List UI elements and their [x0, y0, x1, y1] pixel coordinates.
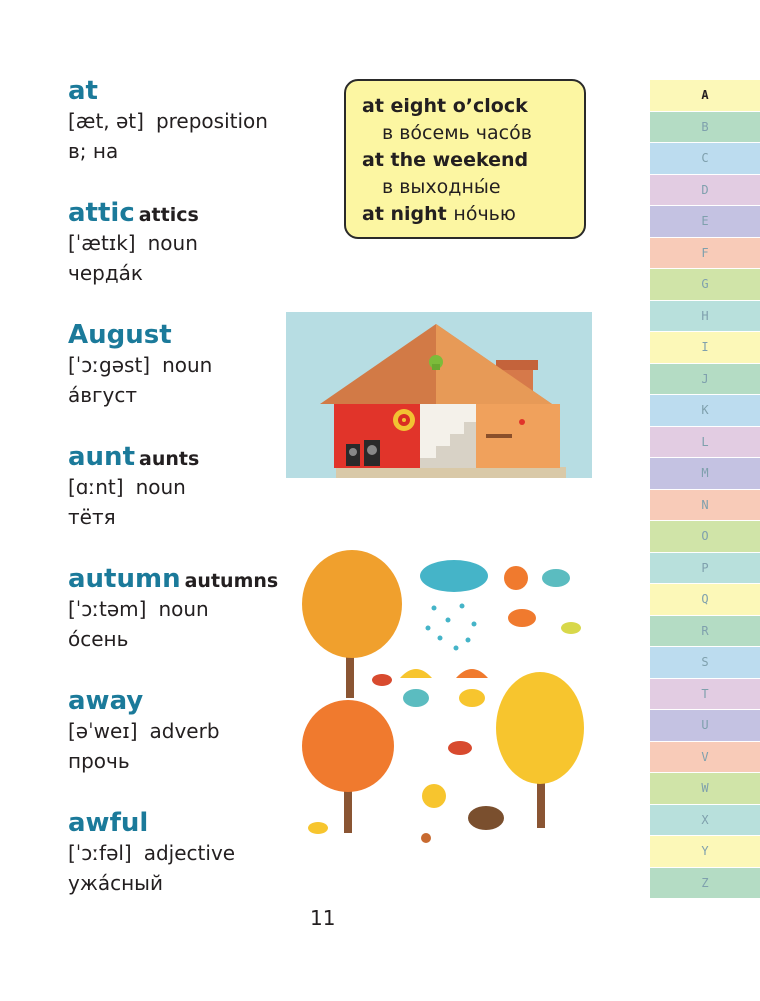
- tab-r[interactable]: R: [650, 616, 760, 648]
- tab-g[interactable]: G: [650, 269, 760, 301]
- tab-z[interactable]: Z: [650, 868, 760, 900]
- usage-note-box: [344, 79, 586, 239]
- pronunciation: [ˈætɪk]: [68, 231, 136, 255]
- headword: at: [68, 76, 98, 106]
- note-line: [362, 201, 584, 228]
- note-line: в во́семь часо́в: [382, 122, 532, 144]
- part-of-speech: adverb: [149, 719, 220, 743]
- tab-b[interactable]: B: [650, 112, 760, 144]
- alphabet-index: [650, 80, 760, 899]
- entry-aunt: [68, 442, 199, 532]
- headword: attic: [68, 198, 135, 228]
- translation: о́сень: [68, 627, 129, 651]
- headword: aunt: [68, 442, 135, 472]
- tab-q[interactable]: Q: [650, 584, 760, 616]
- tab-v[interactable]: V: [650, 742, 760, 774]
- translation: в; на: [68, 139, 119, 163]
- tab-c[interactable]: C: [650, 143, 760, 175]
- tab-y[interactable]: Y: [650, 836, 760, 868]
- tab-u[interactable]: U: [650, 710, 760, 742]
- part-of-speech: noun: [135, 475, 186, 499]
- tab-t[interactable]: T: [650, 679, 760, 711]
- note-phrase: at night: [362, 203, 447, 225]
- part-of-speech: preposition: [155, 109, 268, 133]
- entry-attic: [68, 198, 199, 288]
- tab-a[interactable]: A: [650, 80, 760, 112]
- part-of-speech: noun: [162, 353, 213, 377]
- pronunciation: [əˈweɪ]: [68, 719, 138, 743]
- entry-at: [68, 76, 268, 166]
- tab-e[interactable]: E: [650, 206, 760, 238]
- tab-w[interactable]: W: [650, 773, 760, 805]
- entry-away: [68, 686, 220, 776]
- tab-h[interactable]: H: [650, 301, 760, 333]
- note-line: at the weekend: [362, 149, 529, 171]
- attic-illustration: [286, 312, 592, 478]
- tab-o[interactable]: O: [650, 521, 760, 553]
- tab-i[interactable]: I: [650, 332, 760, 364]
- translation: а́вгуст: [68, 383, 138, 407]
- part-of-speech: noun: [147, 231, 198, 255]
- note-translation: но́чью: [453, 203, 516, 225]
- pronunciation: [ˈɔːgəst]: [68, 353, 151, 377]
- tab-j[interactable]: J: [650, 364, 760, 396]
- autumn-illustration: [296, 548, 596, 858]
- tab-n[interactable]: N: [650, 490, 760, 522]
- plural-form: attics: [138, 204, 199, 226]
- part-of-speech: noun: [158, 597, 209, 621]
- tab-l[interactable]: L: [650, 427, 760, 459]
- tab-d[interactable]: D: [650, 175, 760, 207]
- headword: autumn: [68, 564, 181, 594]
- entry-autumn: [68, 564, 278, 654]
- plural-form: aunts: [139, 448, 200, 470]
- pronunciation: [ɑːnt]: [68, 475, 124, 499]
- tab-s[interactable]: S: [650, 647, 760, 679]
- headword: away: [68, 686, 144, 716]
- tab-p[interactable]: P: [650, 553, 760, 585]
- part-of-speech: adjective: [143, 841, 236, 865]
- pronunciation: [ˈɔːtəm]: [68, 597, 147, 621]
- tab-m[interactable]: M: [650, 458, 760, 490]
- note-line: at eight o’clock: [362, 95, 528, 117]
- headword: August: [68, 320, 172, 350]
- entry-awful: [68, 808, 235, 898]
- note-line: в выходны́е: [382, 176, 501, 198]
- tab-x[interactable]: X: [650, 805, 760, 837]
- plural-form: autumns: [184, 570, 279, 592]
- translation: ужа́сный: [68, 871, 163, 895]
- pronunciation: [æt, ət]: [68, 109, 144, 133]
- page-number: 11: [310, 906, 336, 930]
- pronunciation: [ˈɔːfəl]: [68, 841, 132, 865]
- entry-august: [68, 320, 212, 410]
- headword: awful: [68, 808, 149, 838]
- translation: прочь: [68, 749, 130, 773]
- translation: тётя: [68, 505, 116, 529]
- translation: черда́к: [68, 261, 143, 285]
- tab-f[interactable]: F: [650, 238, 760, 270]
- tab-k[interactable]: K: [650, 395, 760, 427]
